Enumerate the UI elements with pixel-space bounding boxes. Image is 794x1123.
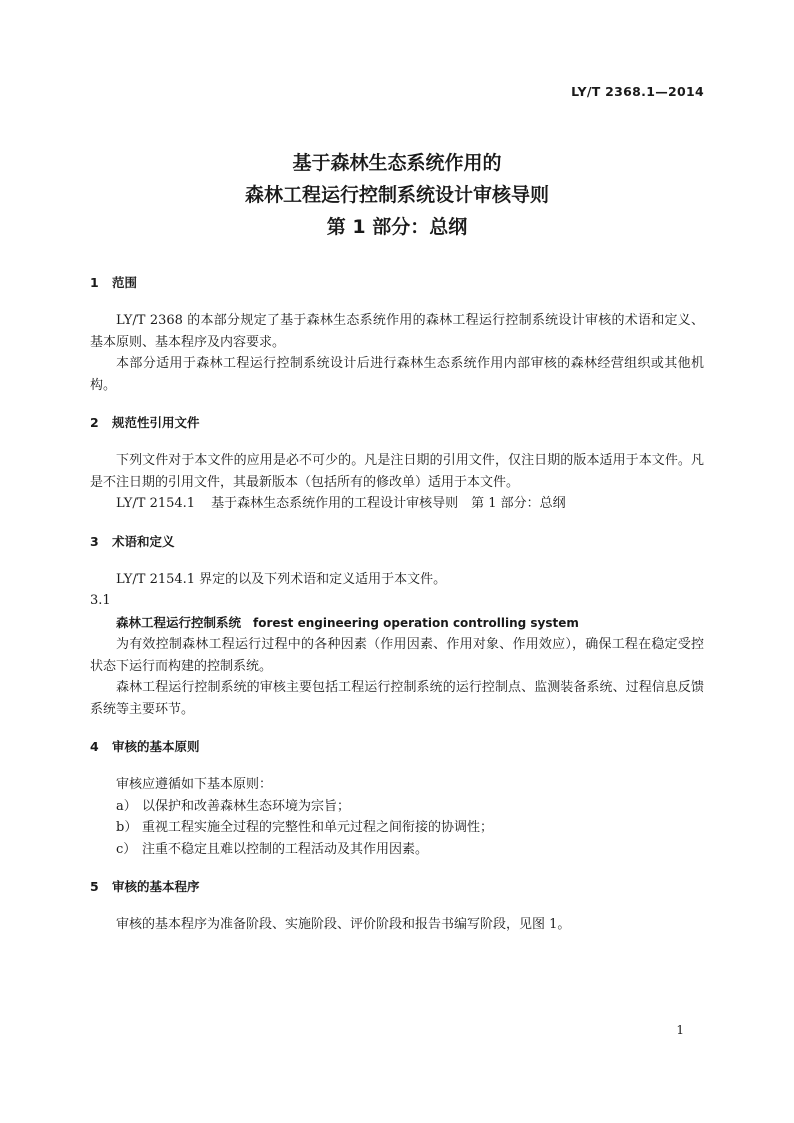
paragraph: 审核应遵循如下基本原则： — [116, 777, 273, 792]
section-5-heading — [90, 876, 704, 898]
paragraph: 下列文件对于本文件的应用是必不可少的。凡是注日期的引用文件，仅注日期的版本适用于本文件。凡是不注日期的引用文件，其最新版本（包括所有的修改单）适用于本文件。 — [90, 453, 704, 490]
title-line-2: 森林工程运行控制系统设计审核导则 — [244, 184, 549, 206]
section-4-heading — [90, 736, 704, 758]
section-number: 5 — [90, 879, 99, 894]
document-body — [90, 272, 704, 936]
section-number: 1 — [90, 275, 99, 290]
section-title: 范围 — [112, 275, 138, 290]
paragraph: 本部分适用于森林工程运行控制系统设计后进行森林生态系统作用内部审核的森林经营组织或其他机构。 — [90, 356, 704, 393]
section-title: 术语和定义 — [112, 533, 175, 549]
list-item — [90, 817, 704, 839]
paragraph: LY/T 2368 的本部分规定了基于森林生态系统作用的森林工程运行控制系统设计审核的术语和定义、基本原则、基本程序及内容要求。 — [90, 313, 704, 350]
standard-code: LY/T 2368.1—2014 — [571, 84, 704, 99]
reference-code: LY/T 2154.1 — [116, 496, 196, 511]
list-text: 以保护和改善森林生态环境为宗旨； — [142, 798, 351, 814]
paragraph: LY/T 2154.1 界定的以及下列术语和定义适用于本文件。 — [116, 571, 447, 587]
section-number: 4 — [90, 739, 99, 754]
section-title: 审核的基本程序 — [112, 879, 200, 894]
normative-reference — [90, 493, 704, 515]
reference-title: 基于森林生态系统作用的工程设计审核导则 第 1 部分：总纲 — [211, 496, 566, 511]
paragraph: 森林工程运行控制系统的审核主要包括工程运行控制系统的运行控制点、监测装备系统、过程信息反馈系统等主要环节。 — [90, 680, 704, 717]
page-number: 1 — [676, 1023, 684, 1037]
list-item — [90, 839, 704, 861]
section-2-heading — [90, 412, 704, 434]
list-text: 注重不稳定且难以控制的工程活动及其作用因素。 — [142, 841, 429, 857]
term-entry — [90, 612, 704, 635]
title-line-3: 第 1 部分：总纲 — [326, 216, 468, 238]
list-label: c） — [116, 841, 137, 857]
section-number: 3 — [90, 533, 99, 549]
term-chinese: 森林工程运行控制系统 — [116, 614, 242, 630]
document-title — [0, 147, 794, 243]
list-label: b） — [116, 820, 138, 835]
list-label: a） — [116, 798, 137, 814]
term-english: forest engineering operation controlling system — [253, 615, 579, 630]
paragraph: 为有效控制森林工程运行过程中的各种因素（作用因素、作用对象、作用效应），确保工程在稳定受控状态下运行而构建的控制系统。 — [90, 637, 704, 674]
title-line-1: 基于森林生态系统作用的 — [292, 152, 502, 174]
paragraph: 审核的基本程序为准备阶段、实施阶段、评价阶段和报告书编写阶段，见图 1。 — [116, 917, 571, 932]
section-title: 规范性引用文件 — [112, 415, 200, 430]
section-number: 2 — [90, 415, 99, 430]
section-title: 审核的基本原则 — [112, 739, 200, 754]
subclause-number: 3.1 — [90, 593, 111, 608]
section-3-heading — [90, 531, 704, 553]
section-1-heading — [90, 272, 704, 294]
list-text: 重视工程实施全过程的完整性和单元过程之间衔接的协调性； — [142, 820, 494, 835]
list-item — [90, 796, 704, 818]
